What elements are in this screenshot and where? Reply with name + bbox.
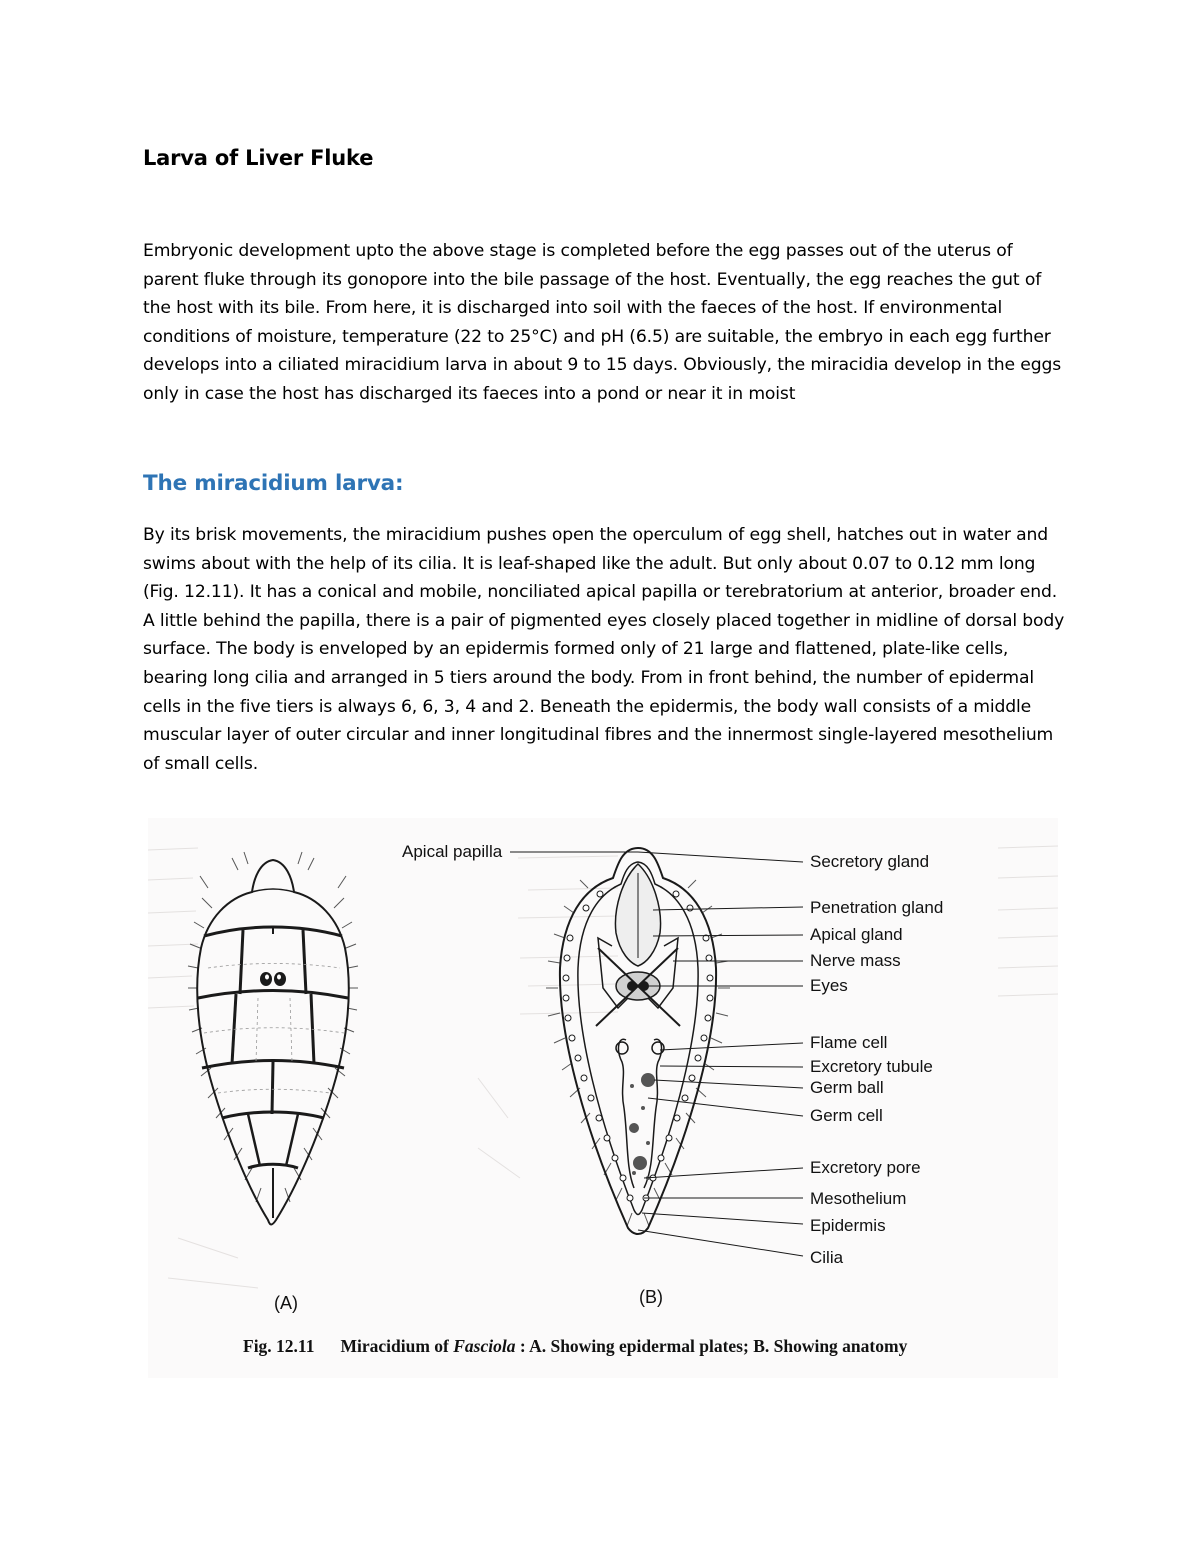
caption-text-after: : A. Showing epidermal plates; B. Showing anatomy: [515, 1336, 908, 1356]
label-apical-papilla: Apical papilla: [402, 842, 503, 861]
label-germ-cell: Germ cell: [810, 1106, 883, 1125]
label-mesothelium: Mesothelium: [810, 1189, 907, 1208]
label-nerve-mass: Nerve mass: [810, 951, 901, 970]
eyespots-a: [260, 972, 286, 986]
miracidium-paragraph: By its brisk movements, the miracidium pushes open the operculum of egg shell, hatches out in water and swims about with the help of its cilia. It is leaf-shaped like the adult. But only about 0.07 to 0.12 mm long (Fig. 12.11). It has a conical and mobile, nonciliated apical papilla or terebratorium at anterior, broader end. A little behind the papilla, there is a pair of pigmented eyes closely placed together in midline of dorsal body surface. The body is enveloped by an epidermis formed only of 21 large and flattened, plate-like cells, bearing long cilia and arranged in 5 tiers around the body. From in front behind, the number of epidermal cells in the five tiers is always 6, 6, 3, 4 and 2. Beneath the epidermis, the body wall consists of a middle muscular layer of outer circular and inner longitudinal fibres and the innermost single-layered mesothelium of small cells.: [143, 525, 1065, 774]
panel-a-drawing: [188, 852, 358, 1225]
label-flame-cell: Flame cell: [810, 1033, 888, 1052]
label-cilia: Cilia: [810, 1248, 844, 1267]
intro-paragraph: Embryonic development upto the above stage is completed before the egg passes out of the uterus of parent fluke through its gonopore into the bile passage of the host. Eventually, the egg reaches the gut of the host with its bile. From here, it is discharged into soil with the faeces of the host. If environmental conditions of moisture, temperature (22 to 25°C) and pH (6.5) are suitable, the embryo in each egg further develops into a ciliated miracidium larva in about 9 to 15 days. Obviously, the miracidia develop in the eggs only in case the host has discharged its faeces into a pond or near it in moist: [143, 241, 1062, 404]
panel-b-label: (B): [639, 1287, 663, 1307]
label-eyes: Eyes: [810, 976, 848, 995]
panel-a-label: (A): [274, 1293, 298, 1313]
miracidium-figure: [148, 818, 1058, 1378]
label-epidermis: Epidermis: [810, 1216, 886, 1235]
section-heading: The miracidium larva:: [143, 471, 404, 496]
label-excretory-tubule: Excretory tubule: [810, 1057, 933, 1076]
figure-caption: [243, 1336, 907, 1357]
label-germ-ball: Germ ball: [810, 1078, 884, 1097]
figure-number: Fig. 12.11: [243, 1336, 315, 1356]
panel-b-drawing: [546, 848, 730, 1234]
caption-genus: Fasciola: [453, 1336, 516, 1356]
label-excretory-pore: Excretory pore: [810, 1158, 921, 1177]
label-penetration-gland: Penetration gland: [810, 898, 944, 917]
caption-text-before: Miracidium of: [340, 1336, 454, 1356]
label-apical-gland: Apical gland: [810, 925, 903, 944]
cilia-fringe-a: [188, 852, 358, 1202]
document-title: Larva of Liver Fluke: [143, 146, 374, 170]
label-secretory-gland: Secretory gland: [810, 852, 930, 871]
